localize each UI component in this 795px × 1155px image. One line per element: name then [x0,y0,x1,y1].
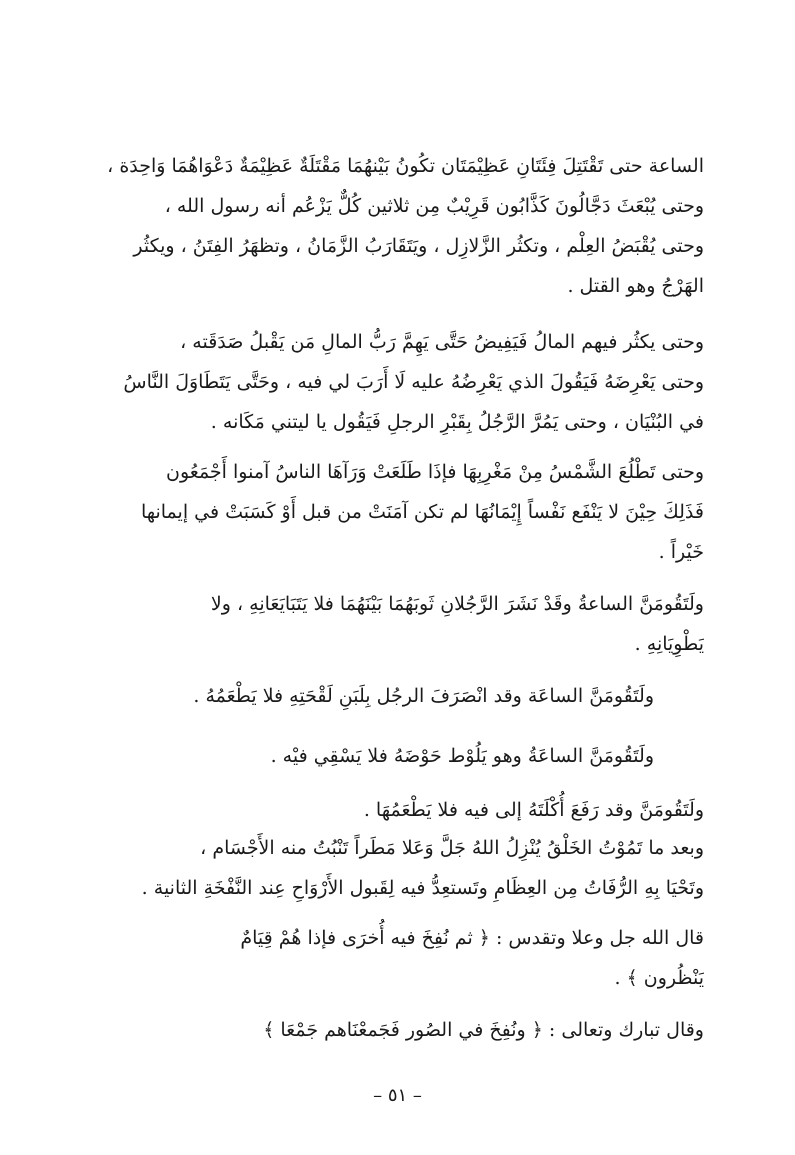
paragraph-9 [92,918,704,998]
text-line: في البُنْيَان ، وحتى يَمُرَّ الرَّجُلُ بِقَبْرِ الرجلِ فَيَقُول يا ليتني مَكَانه . [210,411,704,433]
text-line: يَنْظُرون ﴾ . [614,967,704,989]
text-line: وتَحْيَا بِهِ الرُّفَاتُ مِن العِظَامِ وتَستعِدُّ فيه لِقَبول الأَرْوَاحِ عِند النَّفْخَةِ الثانية . [141,877,704,899]
text-line: وحتى يكثُر فيهم المالُ فَيَفِيضُ حَتَّى يَهِمَّ رَبُّ المالِ مَن يَقْبلُ صَدَقَته ، [180,331,704,353]
paragraph-1 [92,146,704,306]
text-line: يَطْوِيَانِهِ . [634,633,704,655]
text-line: وحتى يُقْبَضُ العِلْم ، وتكثُر الزَّلازِل ، ويَتَقَارَبُ الزَّمَانُ ، وتظهَرُ الفِتَنُ ، ويكثُر [133,235,704,257]
text-line: وحتى يُبْعَثَ دَجَّالُونَ كَذَّابُون قَرِيْبٌ مِن ثلاثين كُلٌّ يَزْعُم أنه رسول الله ، [164,195,704,217]
paragraph-7 [92,790,704,830]
text-line: الساعة حتى تَقْتَتِلَ فِئَتَانِ عَظِيْمَتَان تكُونُ بَيْنهُمَا مَقْتَلَةٌ عَظِيْمَةٌ دَعْوَاهُمَا وَاحِدَة ، [107,155,704,177]
text-line: وحتى يَعْرِضَهُ فَيَقُولَ الذي يَعْرِضُهُ عليه لَا أَرَبَ لي فيه ، وحَتَّى يَتَطَاوَلَ النَّاسُ [123,371,704,393]
text-line: ولَتَقُومَنَّ الساعَة وقد انْصَرَفَ الرجُل بِلَبَنِ لَقْحَتِهِ فلا يَطْعَمُهُ . [193,685,654,707]
text-line: قال الله جل وعلا وتقدس : ﴿ ثم نُفِخَ فيه أُخرَى فإذا هُمْ قِيَامٌ [240,927,704,949]
paragraph-8 [92,828,704,908]
text-line: ولَتَقُومَنَّ الساعَةُ وهو يَلُوْط حَوْضَهُ فلا يَسْقِي فيْه . [270,745,654,767]
paragraph-5 [92,676,704,716]
paragraph-10 [92,1010,704,1050]
paragraph-6 [92,736,704,776]
paragraph-3 [92,452,704,572]
text-line: خَيْراً . [658,541,704,563]
text-line: ولَتَقُومَنَّ وقد رَفَعَ أُكْلَتَهُ إلى فيه فلا يَطْعَمُهَا . [363,799,704,821]
paragraph-4 [92,584,704,664]
text-line: ولَتَقُومَنَّ الساعةُ وقَدْ نَشَرَ الرَّجُلانِ ثَوبَهُمَا بَيْنَهُمَا فلا يَتَبَايَعَانِهِ ، ولا [210,593,704,615]
text-line: الهَرْجُ وهو القتل . [567,275,704,297]
text-line: وبعد ما تَمُوْتُ الخَلْقُ يُنْزِلُ اللهُ جَلَّ وَعَلا مَطَراً تَنْبُتُ منه الأَجْسَام ، [200,837,704,859]
text-line: فَذَلِكَ حِيْنَ لا يَنْفَع نَفْساً إِيْمَانُهَا لم تكن آمَنَتْ من قبل أَوْ كَسَبَتْ في إيمانها [140,501,704,523]
text-line: وحتى تَطْلُعَ الشَّمْسُ مِنْ مَغْرِبِهَا فإذَا طَلَعَتْ وَرَآهَا الناسُ آمنوا أَجْمَعُون [166,461,704,483]
text-line: وقال تبارك وتعالى : ﴿ ونُفِخَ في الصُور فَجَمعْنَاهم جَمْعَا ﴾ [263,1019,704,1041]
page-number: – ٥١ – [373,1085,422,1106]
paragraph-2 [92,322,704,442]
